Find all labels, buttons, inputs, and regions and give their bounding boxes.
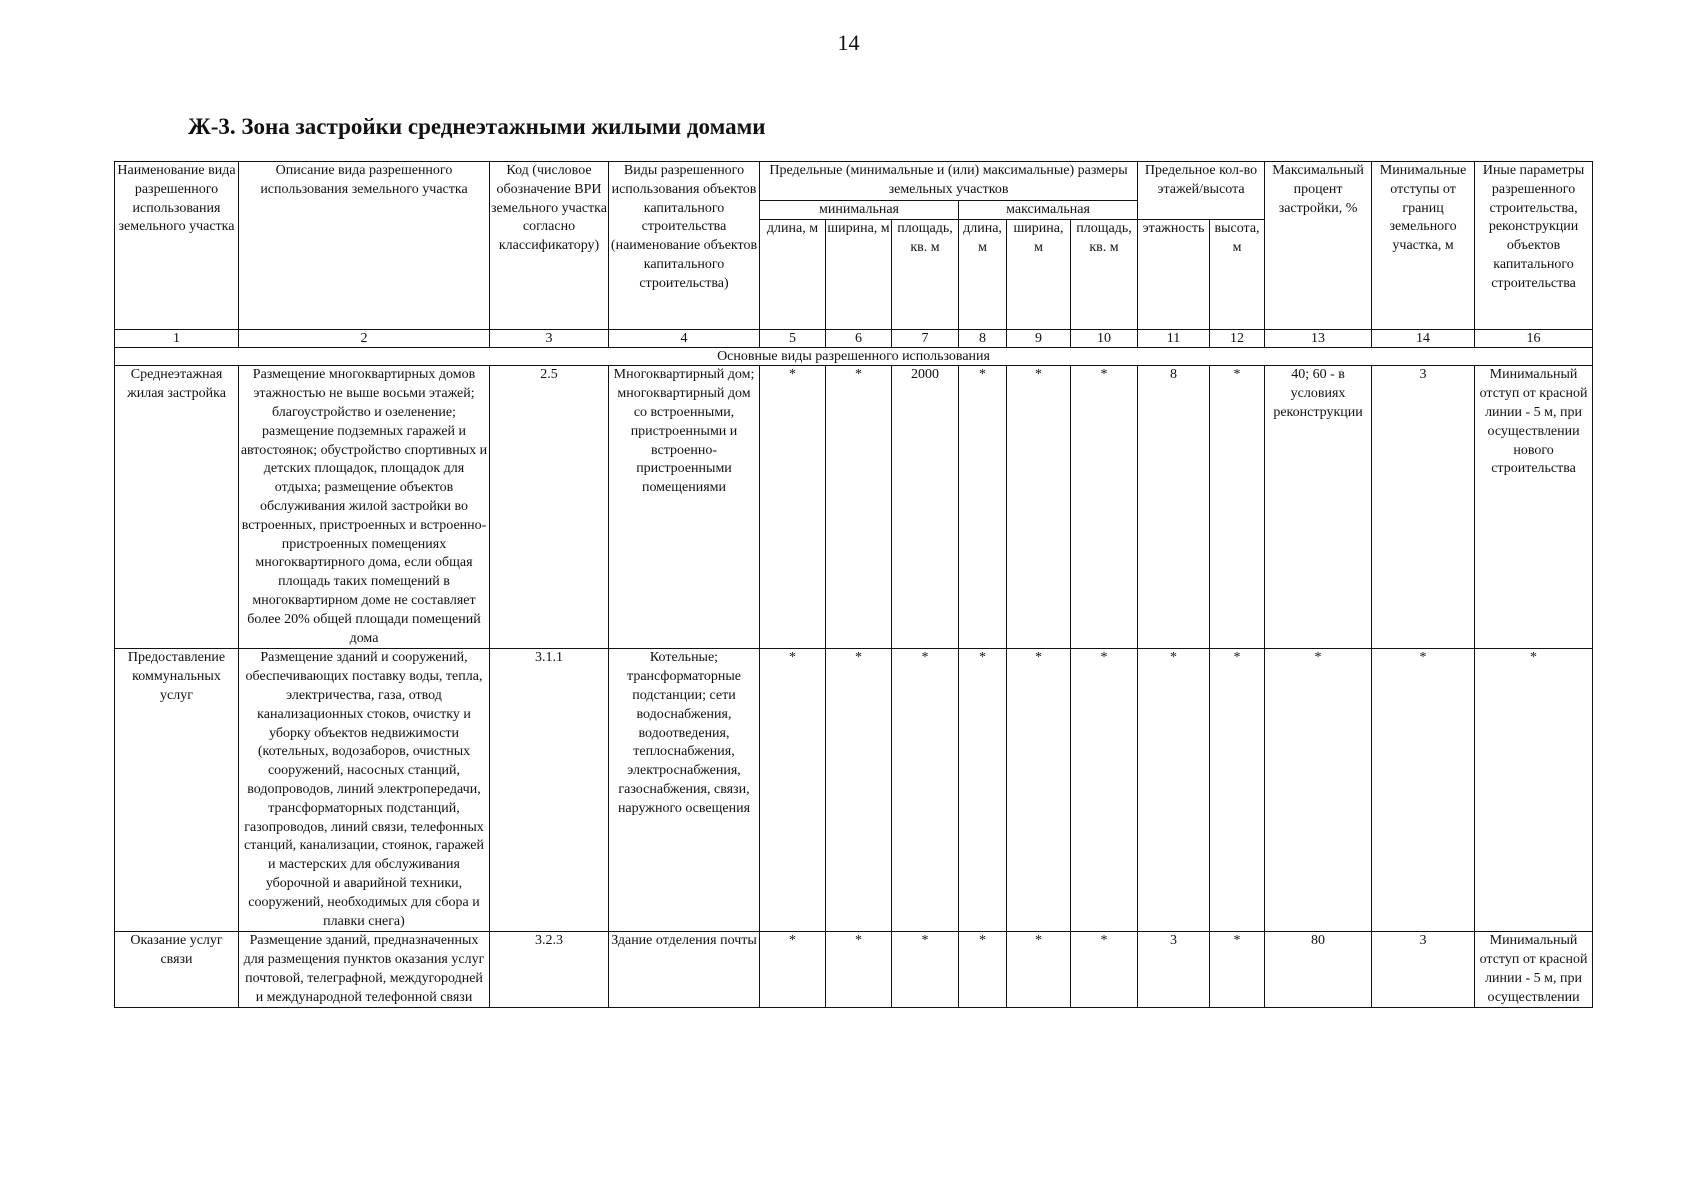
column-number: 8: [959, 330, 1007, 348]
column-number: 7: [892, 330, 959, 348]
column-number: 11: [1138, 330, 1210, 348]
header-code: Код (числовое обозначение ВРИ земельного участка согласно классификатору): [490, 162, 609, 330]
section-label: Основные виды разрешенного использования: [115, 348, 1593, 366]
row-objects: Котельные; трансформаторные подстанции; сети водоснабжения, водоотведения, теплоснабжения, электроснабжения, газоснабжения, связи, наружного освещения: [609, 649, 760, 932]
row-width-max: *: [1007, 932, 1071, 1008]
row-code: 3.2.3: [490, 932, 609, 1008]
table-row: [115, 649, 1593, 932]
row-length-min: *: [760, 932, 826, 1008]
row-description: Размещение многоквартирных домов этажностью не выше восьми этажей; благоустройство и озеленение; размещение подземных гаражей и автостоянок; обустройство спортивных и детских площадок, площадок для отдыха; размещение объектов обслуживания жилой застройки во встроенных, пристроенных и встроенно-пристроенных помещениях многоквартирного дома, если общая площадь таких помещений в многоквартирном доме не составляет более 20% общей площади помещений дома: [239, 366, 490, 649]
row-max-percent: 80: [1265, 932, 1372, 1008]
row-area-max: *: [1071, 366, 1138, 649]
row-max-percent: *: [1265, 649, 1372, 932]
row-setback: *: [1372, 649, 1475, 932]
row-floors: 3: [1138, 932, 1210, 1008]
row-name: Среднеэтажная жилая застройка: [115, 366, 239, 649]
column-number: 4: [609, 330, 760, 348]
row-width-min: *: [826, 649, 892, 932]
row-description: Размещение зданий, предназначенных для размещения пунктов оказания услуг почтовой, телеграфной, междугородней и международной телефонной связи: [239, 932, 490, 1008]
header-max-percent: Максимальный процент застройки, %: [1265, 162, 1372, 330]
row-objects: Многоквартирный дом; многоквартирный дом со встроенными, пристроенными и встроенно-пристроенными помещениями: [609, 366, 760, 649]
row-width-max: *: [1007, 366, 1071, 649]
row-length-min: *: [760, 649, 826, 932]
column-number: 5: [760, 330, 826, 348]
header-description: Описание вида разрешенного использования земельного участка: [239, 162, 490, 330]
column-number: 3: [490, 330, 609, 348]
column-number: 14: [1372, 330, 1475, 348]
header-length-max: длина, м: [959, 220, 1007, 330]
row-other-params: Минимальный отступ от красной линии - 5 м, при осуществлении нового строительства: [1475, 366, 1593, 649]
row-setback: 3: [1372, 932, 1475, 1008]
row-height: *: [1210, 366, 1265, 649]
header-name: Наименование вида разрешенного использования земельного участка: [115, 162, 239, 330]
header-floors-height: Предельное кол-во этажей/высота: [1138, 162, 1265, 220]
header-other-params: Иные параметры разрешенного строительства, реконструкции объектов капитального строительства: [1475, 162, 1593, 330]
row-width-min: *: [826, 932, 892, 1008]
column-number: 12: [1210, 330, 1265, 348]
page-number: 14: [837, 30, 860, 55]
header-floors: этажность: [1138, 220, 1210, 330]
row-width-max: *: [1007, 649, 1071, 932]
row-setback: 3: [1372, 366, 1475, 649]
row-description: Размещение зданий и сооружений, обеспечивающих поставку воды, тепла, электричества, газа, отвод канализационных стоков, очистку и уборку объектов недвижимости (котельных, водозаборов, очистных сооружений, насосных станций, водопроводов, линий электропередачи, трансформаторных подстанций, газопроводов, линий связи, телефонных станций, канализации, стоянок, гаражей и мастерских для обслуживания уборочной и аварийной техники, сооружений, необходимых для сбора и плавки снега): [239, 649, 490, 932]
row-width-min: *: [826, 366, 892, 649]
row-area-min: *: [892, 932, 959, 1008]
row-other-params: *: [1475, 649, 1593, 932]
column-number: 13: [1265, 330, 1372, 348]
header-plot-sizes: Предельные (минимальные и (или) максимальные) размеры земельных участков: [760, 162, 1138, 201]
table-row: [115, 932, 1593, 1008]
header-area-max: площадь, кв. м: [1071, 220, 1138, 330]
row-area-min: 2000: [892, 366, 959, 649]
header-width-max: ширина, м: [1007, 220, 1071, 330]
row-area-max: *: [1071, 649, 1138, 932]
row-code: 3.1.1: [490, 649, 609, 932]
header-height: высота, м: [1210, 220, 1265, 330]
row-floors: 8: [1138, 366, 1210, 649]
row-code: 2.5: [490, 366, 609, 649]
row-other-params: Минимальный отступ от красной линии - 5 м, при осуществлении: [1475, 932, 1593, 1008]
row-height: *: [1210, 932, 1265, 1008]
column-number: 1: [115, 330, 239, 348]
section-row: [115, 348, 1593, 366]
data-rows: [115, 366, 1593, 1008]
header-setbacks: Минимальные отступы от границ земельного участка, м: [1372, 162, 1475, 330]
header-max-group: максимальная: [959, 200, 1138, 220]
row-area-min: *: [892, 649, 959, 932]
page-title: Ж-3. Зона застройки среднеэтажными жилыми домами: [188, 114, 766, 139]
row-name: Предоставление коммунальных услуг: [115, 649, 239, 932]
row-length-max: *: [959, 366, 1007, 649]
row-max-percent: 40; 60 - в условиях реконструкции: [1265, 366, 1372, 649]
row-floors: *: [1138, 649, 1210, 932]
row-objects: Здание отделения почты: [609, 932, 760, 1008]
row-length-min: *: [760, 366, 826, 649]
table-row: [115, 366, 1593, 649]
row-length-max: *: [959, 649, 1007, 932]
column-number: 10: [1071, 330, 1138, 348]
row-length-max: *: [959, 932, 1007, 1008]
column-number: 16: [1475, 330, 1593, 348]
header-objects: Виды разрешенного использования объектов капитального строительства (наименование объектов капитального строительства): [609, 162, 760, 330]
row-name: Оказание услуг связи: [115, 932, 239, 1008]
header-min-group: минимальная: [760, 200, 959, 220]
column-number: 2: [239, 330, 490, 348]
header-area-min: площадь, кв. м: [892, 220, 959, 330]
header-length-min: длина, м: [760, 220, 826, 330]
column-numbers-row: [115, 330, 1593, 348]
column-number: 6: [826, 330, 892, 348]
row-area-max: *: [1071, 932, 1138, 1008]
header-width-min: ширина, м: [826, 220, 892, 330]
zone-parameters-table: [114, 161, 1593, 1008]
row-height: *: [1210, 649, 1265, 932]
column-number: 9: [1007, 330, 1071, 348]
